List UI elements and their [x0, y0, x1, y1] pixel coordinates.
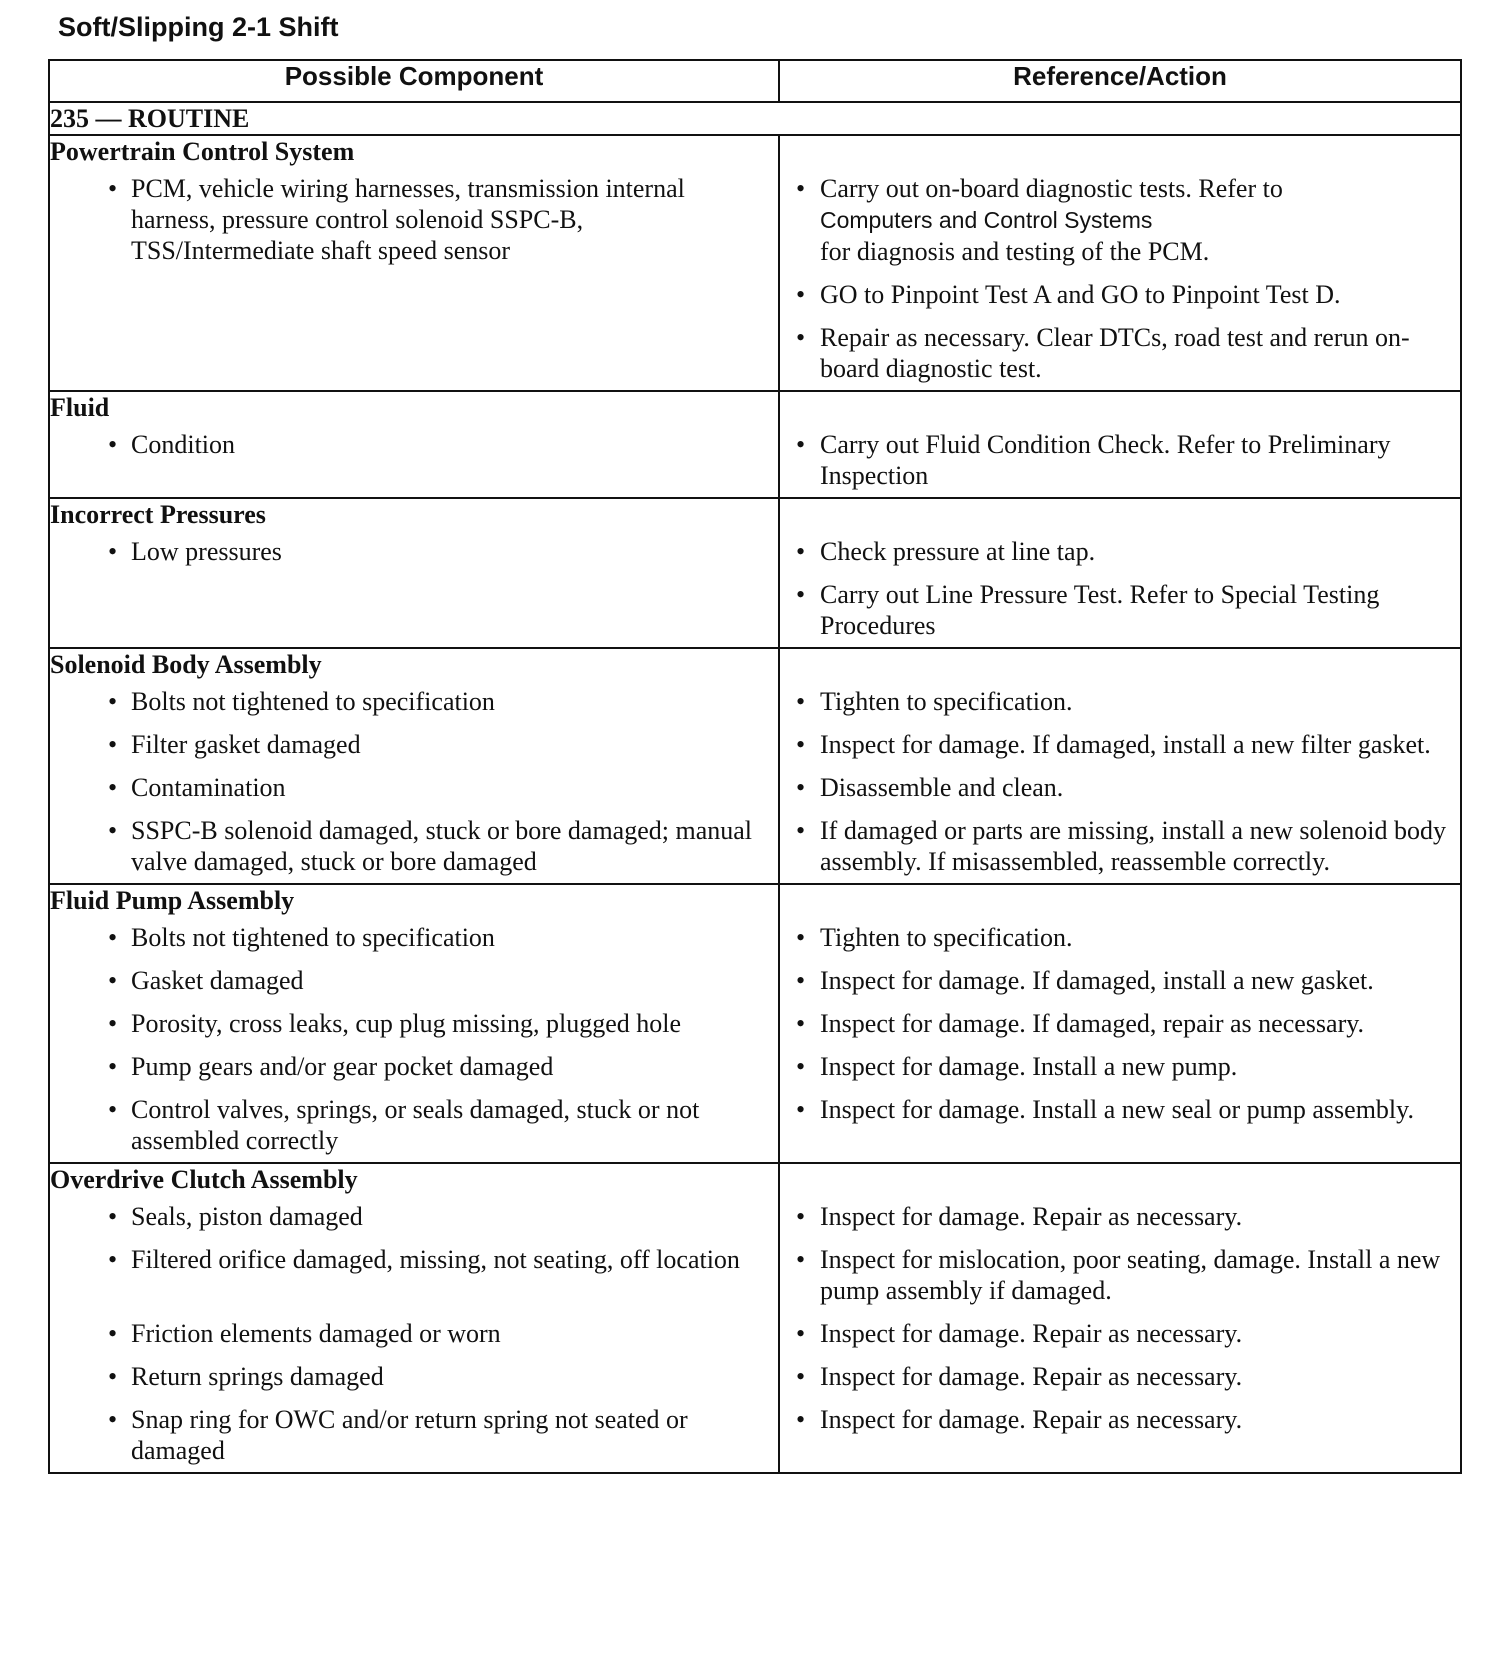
group-name: Fluid Pump Assembly [49, 884, 779, 916]
bullet-icon: • [796, 966, 806, 995]
action-item: • Inspect for damage. If damaged, repair as necessary. [796, 1009, 1365, 1038]
group-header-row [49, 648, 1461, 680]
bullet-icon: • [108, 1009, 118, 1038]
bullet-icon: • [108, 1245, 118, 1274]
table-row [49, 723, 1461, 766]
table-row [49, 167, 1461, 391]
table-row [49, 1088, 1461, 1163]
action-item: • Inspect for damage. Repair as necessary. [796, 1405, 1243, 1434]
component-item: • Bolts not tightened to specification [108, 923, 495, 952]
diagnosis-table [48, 59, 1462, 1474]
table-row [49, 1355, 1461, 1398]
table-row [49, 530, 1461, 648]
bullet-icon: • [108, 1319, 118, 1348]
bullet-icon: • [108, 537, 118, 566]
bullet-icon: • [796, 580, 806, 609]
header-row [49, 60, 1461, 102]
table-row [49, 1238, 1461, 1312]
component-item: • PCM, vehicle wiring harnesses, transmission internal harness, pressure control solenoid SSPC-B, TSS/Intermediate shaft speed sensor [108, 174, 685, 265]
bullet-icon: • [108, 1362, 118, 1391]
bullet-icon: • [796, 1202, 806, 1231]
group-header-row [49, 884, 1461, 916]
action-item: • Carry out Fluid Condition Check. Refer to Preliminary Inspection [796, 430, 1391, 490]
table-row [49, 680, 1461, 723]
component-item: • Return springs damaged [108, 1362, 384, 1391]
action-item: • Inspect for mislocation, poor seating, damage. Install a new pump assembly if damaged. [796, 1245, 1441, 1305]
action-item: • If damaged or parts are missing, install a new solenoid body assembly. If misassembled, reassemble correctly. [796, 816, 1447, 876]
bullet-icon: • [796, 816, 806, 845]
action-item: • Carry out on-board diagnostic tests. Refer to Computers and Control Systems for diagnosis and testing of the PCM. [796, 174, 1283, 266]
page-title: Soft/Slipping 2-1 Shift [58, 12, 339, 42]
bullet-icon: • [796, 537, 806, 566]
bullet-icon: • [108, 430, 118, 459]
bullet-icon: • [108, 1405, 118, 1434]
group-name: Incorrect Pressures [49, 498, 779, 530]
bullet-icon: • [796, 1319, 806, 1348]
bullet-icon: • [108, 1052, 118, 1081]
table-row [49, 766, 1461, 809]
action-item: • GO to Pinpoint Test A and GO to Pinpoint Test D. [796, 280, 1341, 309]
action-item: • Inspect for damage. Repair as necessary. [796, 1319, 1243, 1348]
action-item: • Check pressure at line tap. [796, 537, 1096, 566]
bullet-icon: • [796, 1009, 806, 1038]
table-row [49, 1312, 1461, 1355]
routine-label: 235 — ROUTINE [49, 102, 1461, 135]
group-name: Fluid [49, 391, 779, 423]
group-header-row [49, 1163, 1461, 1195]
action-item: • Disassemble and clean. [796, 773, 1064, 802]
group-name: Overdrive Clutch Assembly [49, 1163, 779, 1195]
bullet-icon: • [796, 430, 806, 459]
action-item: • Inspect for damage. Install a new seal or pump assembly. [796, 1095, 1414, 1124]
action-item: • Inspect for damage. Repair as necessary. [796, 1202, 1243, 1231]
header-possible-component: Possible Component [49, 60, 779, 102]
action-item: • Tighten to specification. [796, 687, 1073, 716]
component-item: • Contamination [108, 773, 286, 802]
bullet-icon: • [108, 966, 118, 995]
action-item: • Carry out Line Pressure Test. Refer to Special Testing Procedures [796, 580, 1380, 640]
header-reference-action: Reference/Action [779, 60, 1461, 102]
action-item: • Inspect for damage. Install a new pump. [796, 1052, 1238, 1081]
bullet-icon: • [108, 773, 118, 802]
bullet-icon: • [108, 1095, 118, 1124]
bullet-icon: • [796, 323, 806, 352]
table-row [49, 1002, 1461, 1045]
component-item: • Low pressures [108, 537, 282, 566]
table-row [49, 959, 1461, 1002]
component-item: • Snap ring for OWC and/or return spring not seated or damaged [108, 1405, 688, 1465]
action-item: • Inspect for damage. Repair as necessary. [796, 1362, 1243, 1391]
bullet-icon: • [796, 1052, 806, 1081]
computers-and-control-systems-link[interactable]: Computers and Control Systems [820, 207, 1153, 233]
component-item: • Friction elements damaged or worn [108, 1319, 501, 1348]
action-item: • Tighten to specification. [796, 923, 1073, 952]
group-header-row [49, 498, 1461, 530]
action-item: • Inspect for damage. If damaged, install a new gasket. [796, 966, 1374, 995]
component-item: • Seals, piston damaged [108, 1202, 363, 1231]
action-item: • Repair as necessary. Clear DTCs, road test and rerun on-board diagnostic test. [796, 323, 1410, 383]
bullet-icon: • [108, 923, 118, 952]
table-row [49, 916, 1461, 959]
table-row [49, 1398, 1461, 1473]
component-item: • Pump gears and/or gear pocket damaged [108, 1052, 554, 1081]
table-row [49, 809, 1461, 884]
bullet-icon: • [796, 1405, 806, 1434]
bullet-icon: • [796, 280, 806, 309]
table-row [49, 423, 1461, 498]
group-name: Powertrain Control System [49, 135, 779, 167]
bullet-icon: • [108, 730, 118, 759]
component-item: • Filter gasket damaged [108, 730, 361, 759]
group-header-row [49, 391, 1461, 423]
table-row [49, 1045, 1461, 1088]
bullet-icon: • [796, 1245, 806, 1274]
bullet-icon: • [108, 1202, 118, 1231]
table-row [49, 1195, 1461, 1238]
bullet-icon: • [796, 174, 806, 203]
group-header-row [49, 135, 1461, 167]
bullet-icon: • [108, 687, 118, 716]
component-item: • Control valves, springs, or seals damaged, stuck or not assembled correctly [108, 1095, 700, 1155]
component-item: • Bolts not tightened to specification [108, 687, 495, 716]
component-item: • Condition [108, 430, 236, 459]
action-item: • Inspect for damage. If damaged, install a new filter gasket. [796, 730, 1431, 759]
group-name: Solenoid Body Assembly [49, 648, 779, 680]
bullet-icon: • [796, 730, 806, 759]
bullet-icon: • [796, 923, 806, 952]
bullet-icon: • [796, 1095, 806, 1124]
bullet-icon: • [796, 1362, 806, 1391]
bullet-icon: • [108, 816, 118, 845]
component-item: • SSPC-B solenoid damaged, stuck or bore damaged; manual valve damaged, stuck or bore damaged [108, 816, 753, 876]
component-item: • Gasket damaged [108, 966, 304, 995]
routine-row [49, 102, 1461, 135]
bullet-icon: • [108, 174, 118, 203]
bullet-icon: • [796, 687, 806, 716]
component-item: • Porosity, cross leaks, cup plug missing, plugged hole [108, 1009, 682, 1038]
bullet-icon: • [796, 773, 806, 802]
component-item: • Filtered orifice damaged, missing, not seating, off location [108, 1245, 740, 1274]
